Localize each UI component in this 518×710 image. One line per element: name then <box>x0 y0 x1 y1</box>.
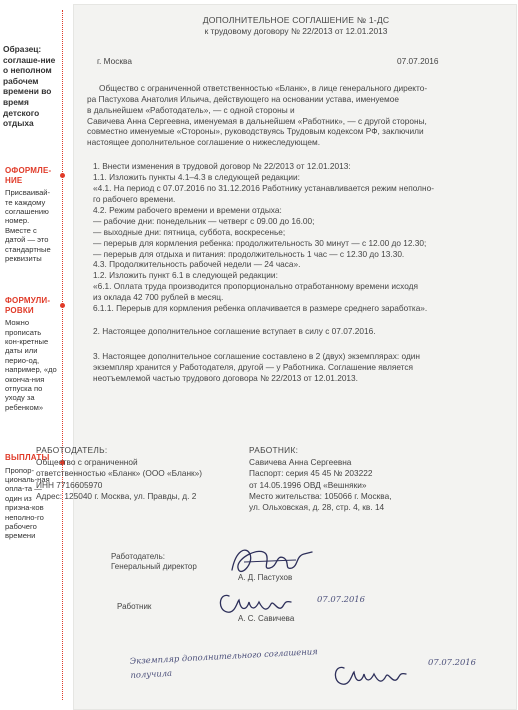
text-line: 4.2. Режим рабочего времени и времени отдыха: <box>93 204 282 215</box>
text-line: неотъемлемой частью трудового договора № 22/2013 от 12.01.2013. <box>93 372 358 383</box>
employee-signer-name: А. С. Савичева <box>238 614 295 623</box>
document-date: 07.07.2016 <box>397 55 439 66</box>
text-line: ра Пастухова Анатолия Ильича, действующего на основании устава, именуемое <box>87 93 399 104</box>
document-body <box>87 15 505 384</box>
text-line: Савичева Анна Сергеевна, именуемая в дальнейшем «Работник», — с другой стороны, <box>87 115 427 126</box>
clause-2 <box>87 326 505 337</box>
document-subtitle: к трудовому договору № 22/2013 от 12.01.2013 <box>204 25 388 36</box>
city: г. Москва <box>97 55 132 66</box>
handwritten-date-2: 07.07.2016 <box>428 657 476 667</box>
employer-signer-name: А. Д. Пастухов <box>238 573 293 582</box>
note-heading: ВЫПЛАТЫ <box>5 453 50 462</box>
dotted-guide <box>62 10 63 700</box>
text-line: — выходные дни: пятница, суббота, воскресенье; <box>93 226 286 237</box>
employee-heading: РАБОТНИК: <box>249 445 299 455</box>
employer-line: Общество с ограниченной <box>36 457 138 468</box>
employee-line: Савичева Анна Сергеевна <box>249 457 352 468</box>
text-line: — перерыв для кормления ребенка: продолжительность 30 минут — с 12.00 до 12.30; <box>93 237 427 248</box>
employer-heading: РАБОТОДАТЕЛЬ: <box>36 445 108 455</box>
text-line: 1. Внести изменения в трудовой договор № 22/2013 от 12.01.2013: <box>93 161 351 172</box>
text-line: 1.1. Изложить пункты 4.1–4.3 в следующей редакции: <box>93 172 300 183</box>
note-wording <box>5 296 57 412</box>
sign-label-line: Работодатель: <box>111 552 165 561</box>
text-line: 3. Настоящее дополнительное соглашение составлено в 2 (двух) экземплярах: один <box>93 350 421 361</box>
text-line: — перерыв для отдыха и питания: продолжительность 1 час — с 12.30 до 13.30. <box>93 248 405 259</box>
sign-label-line: Генеральный директор <box>111 562 197 572</box>
text-line: 6.1.1. Перерыв для кормления ребенка оплачивается в размере среднего заработка». <box>93 303 428 314</box>
text-line: совместно именуемые «Стороны», руководствуясь Трудовым кодексом РФ, заключили <box>87 126 424 137</box>
employee-line: Паспорт: серия 45 45 № 203222 <box>249 468 373 479</box>
text-line: «6.1. Оплата труда производится пропорционально отработанному времени исходя <box>93 281 418 292</box>
text-line: настоящее дополнительное соглашение о нижеследующем. <box>87 137 321 148</box>
text-line: «4.1. На период с 07.07.2016 по 31.12.2016 Работнику устанавливается режим неполно- <box>93 183 434 194</box>
handwritten-receipt-note: Экземпляр дополнительного соглашения получила <box>129 646 318 680</box>
employee-line: Место жительства: 105066 г. Москва, <box>249 490 392 501</box>
note-heading: ОФОРМЛЕ-НИЕ <box>5 166 52 185</box>
employee-sign-label: Работник <box>117 602 152 611</box>
employer-line: Адрес: 125040 г. Москва, ул. Правды, д. 2 <box>36 490 197 501</box>
text-line: из оклада 42 700 рублей в месяц. <box>93 292 224 303</box>
place-date-row <box>87 56 505 67</box>
sample-caption: Образец: соглаше-ние о неполном рабочем времени во время детского отдыха <box>3 44 56 129</box>
preamble <box>87 83 505 148</box>
note-text: Пропор-циональ-ная опла-та — один из призна-ков неполно-го рабочего времени <box>5 465 50 541</box>
note-heading: ФОРМУЛИ-РОВКИ <box>5 296 51 315</box>
employee-line: ул. Ольховская, д. 28, стр. 4, кв. 14 <box>249 502 385 513</box>
text-line: го рабочего времени. <box>93 193 176 204</box>
text-line: 4.3. Продолжительность рабочей недели — 24 часа». <box>93 259 301 270</box>
note-formatting <box>5 166 57 263</box>
note-text: Можно прописать кон-кретные даты или перио-од, например, «до оконча-ния отпуска по уходу за ребенком» <box>5 318 57 412</box>
employer-line: ИНН 7716605970 <box>36 479 103 490</box>
document-title: ДОПОЛНИТЕЛЬНОЕ СОГЛАШЕНИЕ № 1-ДС <box>202 15 390 25</box>
employee-line: от 14.05.1996 ОВД «Вешняки» <box>249 479 367 490</box>
note-marker-dot <box>60 303 65 308</box>
text-line: — рабочие дни: понедельник — четверг с 09.00 до 16.00; <box>93 215 315 226</box>
text-line: Общество с ограниченной ответственностью «Бланк», в лице генерального директо- <box>99 82 428 93</box>
text-line: 1.2. Изложить пункт 6.1 в следующей редакции: <box>93 270 278 281</box>
clause-3 <box>87 351 505 384</box>
employee-receipt-signature <box>330 660 410 692</box>
employer-line: ответственностью «Бланк» (ООО «Бланк») <box>36 468 203 479</box>
note-text: Присваивай-те каждому соглашению номер. Вместе с датой — это стандартные реквизиты <box>5 188 51 264</box>
employee-details <box>249 445 439 513</box>
text-line: 2. Настоящее дополнительное соглашение вступает в силу с 07.07.2016. <box>93 325 376 336</box>
text-line: экземпляр хранится у Работодателя, другой — у Работника. Соглашение является <box>93 361 414 372</box>
employer-signature <box>226 540 316 585</box>
employer-sign-label <box>111 552 197 573</box>
margin-notes <box>0 0 60 710</box>
handwritten-date-1: 07.07.2016 <box>317 594 365 604</box>
clause-1 <box>87 161 505 314</box>
text-line: в дальнейшем «Работодатель», — с одной стороны и <box>87 104 295 115</box>
employer-details <box>36 445 236 502</box>
employee-signature <box>215 588 305 620</box>
note-marker-dot <box>60 173 65 178</box>
